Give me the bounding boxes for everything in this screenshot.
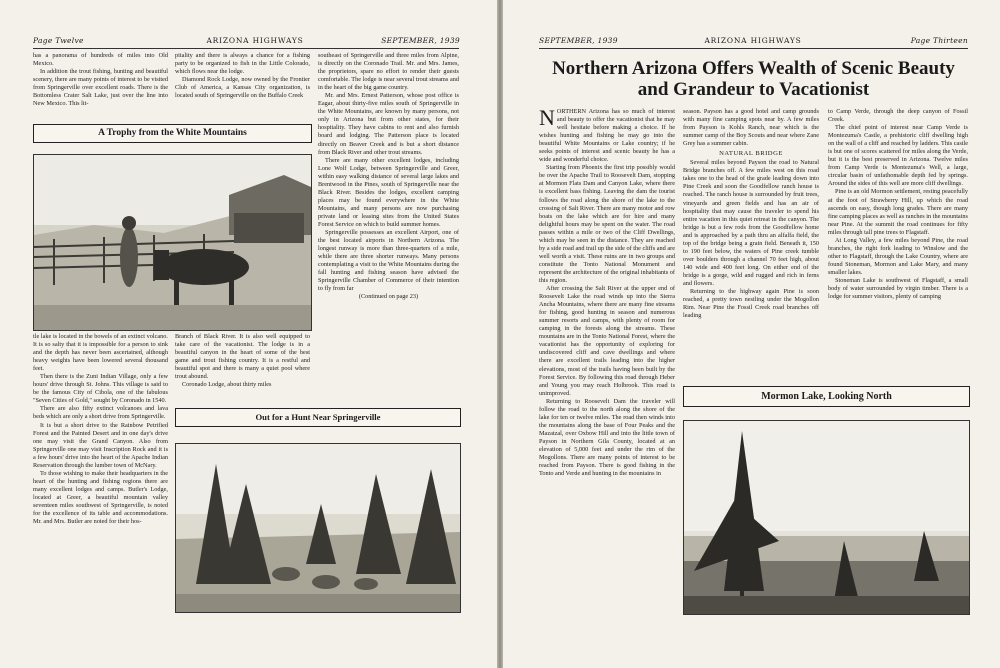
left-col1-bottom (33, 333, 168, 611)
hunt-photo-image (176, 444, 460, 612)
left-page-number: Page Twelve (33, 36, 84, 45)
photo-caption-hunt: Out for a Hunt Near Springerville (175, 408, 461, 427)
paragraph: To those wishing to make their headquarters in the heart of the hunting and fishing regions there are many excellent lodges and camps. Butler's Lodge, located at Greer, a beautiful mountain valley seventeen miles southwest of Springerville, is noted for the excellence of its table and accommodations. Mr. and Mrs. Butler are noted for their hos- (33, 469, 168, 526)
paragraph: tle lake is located in the bowels of an extinct volcano. It is so salty that it is impossible for a person to sink and the depth has never been ascertained, although heavy weights have been lowered several thousand feet. (33, 333, 168, 373)
left-header-rule (33, 48, 459, 49)
paragraph: Stoneman Lake is southwest of Flagstaff, a small body of water surrounded by virgin timber. There is a lodge for summer visitors, plenty of camping (828, 276, 968, 301)
paragraph: There are many other excellent lodges, including Lone Wolf Lodge, between Springerville and Greer, within easy walking distance of several large lakes and Brentwood in the Pines, south of Springerville near the Black River. Besides the lodges, excellent camping places may be found everywhere in the White Mountains, and many persons are now purchasing private land or leasing sites from the United States Forest Service on which to build summer homes. (318, 156, 459, 228)
paragraph: season. Payson has a good hotel and camp grounds with many fine camping spots near by. A few miles from Payson is Kohls Ranch, near which is the summer camp of the Boy Scouts and near where Zane Grey has a summer cabin. (683, 108, 819, 148)
left-col2-top (175, 52, 310, 118)
paragraph: Branch of Black River. It is also well equipped to take care of the vacationist. The lodge is in a beautiful canyon in the heart of some of the best game and trout fishing country. It is a restful and beautiful spot and there is many a quiet pool where trout abound. (175, 333, 310, 381)
paragraph: Returning to the highway again Pine is soon reached, a pretty town nestling under the Mogollon Rim. Near Pine the Fossil Creek road branches off leading (683, 288, 819, 320)
left-col2-bottom (175, 333, 310, 405)
left-col1-top (33, 52, 168, 118)
mormon-lake-photo-image (684, 421, 969, 614)
paragraph: has a panorama of hundreds of miles into Old Mexico. (33, 52, 168, 68)
right-col2 (683, 108, 819, 384)
photo-caption-mormon-lake: Mormon Lake, Looking North (683, 386, 970, 407)
paragraph: ORTHERN Arizona has so much of interest and beauty to offer the vacationist that he may well hesitate before making a choice. If he wishes hunting and fishing he may go into the beautiful White Mountains or Lake country; if he seeks points of interest and scenic beauty he has a wide and wonderful choice. (539, 108, 675, 164)
right-page-number: Page Thirteen (910, 36, 968, 45)
left-col3 (318, 52, 459, 407)
paragraph: Mr. and Mrs. Ernest Patterson, whose post office is Eagar, about thirty-five miles south of Springerville in the White Mountains, are known by many persons, not only in Arizona but from other states, for their hospitality. They have cabins to rent and also furnish board and lodging. The Patterson place is located directly on Beaver Creek and is but a short distance from Black River and other trout streams. (318, 92, 459, 156)
photo-hunt-camp (175, 443, 461, 613)
photo-mormon-lake (683, 420, 970, 615)
paragraph: In addition the trout fishing, hunting and beautiful scenery, there are many points of interest to be visited from Springerville over excellent roads. There is the Bottomless Crater Salt Lake, just over the line into New Mexico. This lit- (33, 68, 168, 108)
paragraph: to Camp Verde, through the deep canyon of Fossil Creek. (828, 108, 968, 124)
article-title: Northern Arizona Offers Wealth of Scenic Beauty and Grandeur to Vacationist (552, 58, 955, 100)
right-magazine-name: ARIZONA HIGHWAYS (704, 36, 802, 45)
continued-note: (Continued on page 23) (358, 293, 419, 301)
paragraph: Coronado Lodge, about thirty miles (182, 381, 272, 389)
paragraph: There are also fifty extinct volcanoes and lava beds which are only a short drive from Springerville. (33, 405, 168, 421)
right-col1 (539, 108, 675, 613)
paragraph: It is but a short drive to the Rainbow Petrified Forest and the Painted Desert and in one day's drive one may visit the Grand Canyon. Also from Springerville one may visit Inscription Rock and it is a few hours' drive into the heart of the Apache Indian Reservation through the lumber town of McNary. (33, 421, 168, 469)
paragraph: Springerville possesses an excellent Airport, one of the best located airports in Northern Arizona. The longest runway is more than three-quarters of a mile, while there are three shorter runways. Many persons contemplating a visit to the White Mountains during the fall hunting and fishing season have advised the Springerville Chamber of Commerce of their intention to fly from far (318, 229, 459, 293)
subhead-natural-bridge: NATURAL BRIDGE (719, 150, 783, 158)
paragraph: The chief point of interest near Camp Verde is Montezuma's Castle, a prehistoric cliff dwelling high on the wall of a cliff and reached by ladders. This castle is but one of scores scattered for miles along the Verde, but it is the best preserved in Arizona. Twelve miles from Camp Verde is Montezuma's Well, a large, circular basin of unfathomable depth fed by springs. Around the sides of this well are more cliff dwellings. (828, 124, 968, 188)
paragraph: Several miles beyond Payson the road to Natural Bridge branches off. A few miles west on this road takes one to the head of the grade leading down into Pine Creek and soon the Goodfellow ranch house is reached. The ranch house is surrounded by fruit trees, vineyards and green fields and has an air of hospitality that may cause the traveler to spend his entire vacation in this quiet retreat in the canyon. The bridge is but a few rods from the Goodfellow home and is approached by a path thru an alfalfa field, the top of the bridge being a grain field. Beneath it, 150 to 190 feet below, the waters of Pine creek tumble over boulders through a channel 70 feet high, about 140 wide and 400 feet long. On either end of the bridge is a gorge, wild and rugged and rich in ferns and flowers. (683, 159, 819, 287)
paragraph: Starting from Phoenix the first trip possibly would be over the Apache Trail to Roosevelt Dam, stopping at Mormon Flats Dam and Canyon Lake, where there is excellent bass fishing. Leaving the dam the tourist follows the road along the shore of the lake to the crossing of Salt River. There are many motor and row boats on the lake which are for hire and many delightful hours may be spent on the water. The road passes within a mile or two of the Cliff Dwellings, which may be seen in the distance. They are reached by a side road and trail up the side of the cliffs and are well worth a visit. These ruins are in two groups and constitute the Tonto National Monument and represent the architecture of the original inhabitants of this region. (539, 164, 675, 284)
paragraph: Returning to Roosevelt Dam the traveler will follow the road to the north along the shore of the lake for ten or twelve miles. The road then winds into the mountains along the base of Four Peaks and the Mazatzal, over Oxbow Hill and into the little town of Payson in Northern Gila County, located at an elevation of 5,000 feet and under the rim of the Mogollons. There are many points of interest to be reached from Payson. There is good fishing in the Tonto and Verde and hunting in the mountains in (539, 397, 675, 478)
paragraph: Then there is the Zuni Indian Village, only a few hours' drive through St. Johns. This village is said to be the famous City of Cibola, one of the fabulous "Seven Cities of Gold," sought by Coronado in 1540. (33, 373, 168, 405)
photo-trophy-hunter (33, 154, 312, 331)
paragraph: Pine is an old Mormon settlement, resting peacefully at the foot of Strawberry Hill, up which the road ascends on easy, though long grades. There are many fine camping places as well as ranches in the mountains near Pine. At the summit the road continues for fifty miles through tall pine trees to Flagstaff. (828, 188, 968, 236)
right-issue-date: SEPTEMBER, 1939 (539, 36, 618, 45)
trophy-photo-image (34, 155, 311, 330)
paragraph: After crossing the Salt River at the upper end of Roosevelt Lake the road winds up into the Sierra Ancha Mountains, where there are many fine streams for fishing, good hunting in season and numerous summer resorts and camps, with plenty of room for camping in the forests along the streams. These mountains are in the Tonto National Forest, where the vacationist has the opportunity of exploring for undiscovered cliff and cave dwellings and where there are excellent trails leading into the higher elevations, most of the trails having been built by the Forest Service. By following this road through Heber and Young you may reach Holbrook. This road is unimproved. (539, 285, 675, 397)
paragraph: pitality and there is always a chance for a fishing party to be organized to fish in the Little Colorado, which flows near the lodge. (175, 52, 310, 76)
paragraph: southeast of Springerville and three miles from Alpine, is directly on the Coronado Trail. Mr. and Mrs. James, the proprietors, spare no effort to render their guests comfortable. The lodge is near several trout streams and in the heart of the big game country. (318, 52, 459, 92)
right-page (503, 0, 1000, 668)
right-header-rule (539, 48, 968, 49)
right-col3 (828, 108, 968, 384)
left-page (0, 0, 497, 668)
left-magazine-name: ARIZONA HIGHWAYS (206, 36, 304, 45)
paragraph: At Long Valley, a few miles beyond Pine, the road branches, the right fork leading to Winslow and the other to Flagstaff, through the Lake Country, where are found Stoneman, Mormon and Lake Mary, and many smaller lakes. (828, 236, 968, 276)
left-issue-date: SEPTEMBER, 1939 (381, 36, 460, 45)
paragraph: Diamond Rock Lodge, now owned by the Frontier Club of America, a Kansas City organization, is located south of Springerville on the Buffalo Creek (175, 76, 310, 100)
photo-caption-trophy: A Trophy from the White Mountains (33, 124, 312, 143)
drop-cap: N (539, 108, 555, 130)
